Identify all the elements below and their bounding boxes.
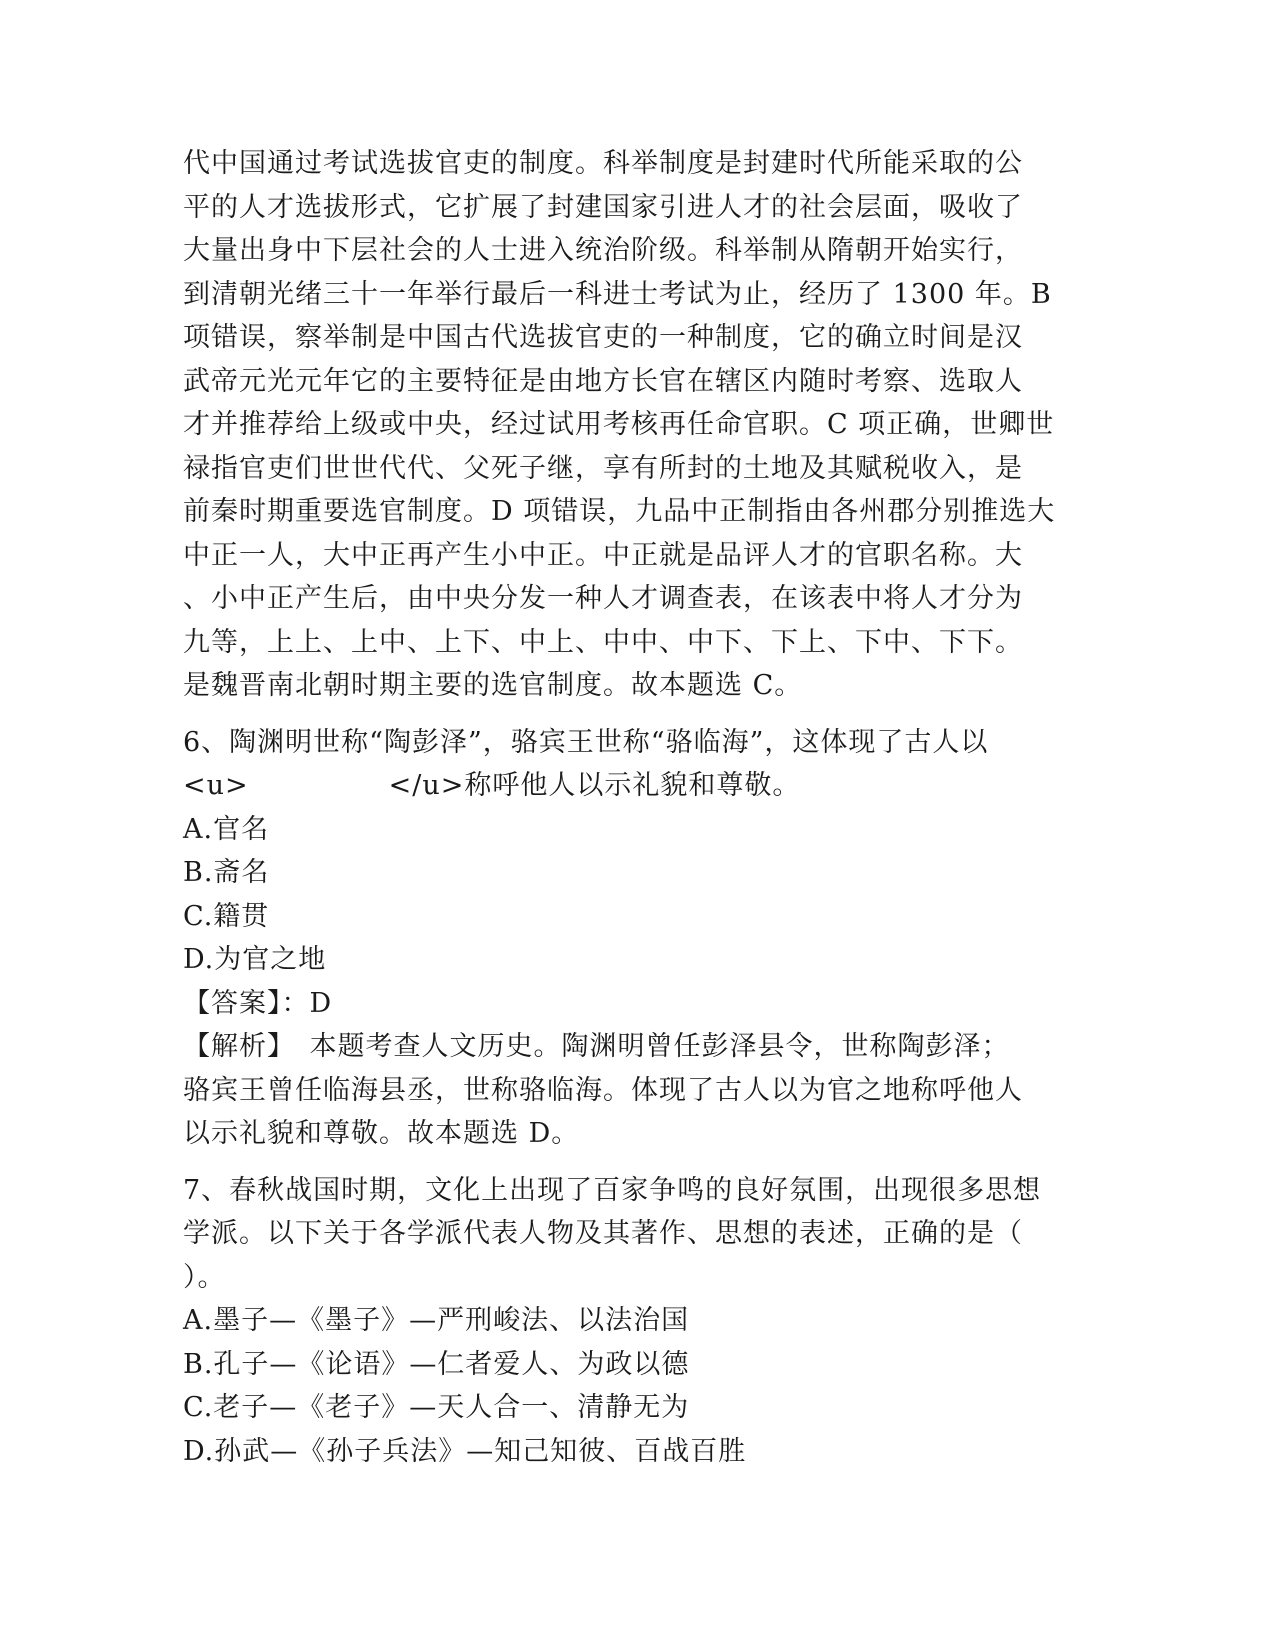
- explanation-line: 到清朝光绪三十一年举行最后一科进士考试为止，经历了 1300 年。B: [183, 278, 1052, 310]
- option-a: A.官名: [183, 813, 270, 845]
- explanation-line: 才并推荐给上级或中央，经过试用考核再任命官职。C 项正确，世卿世: [183, 409, 1055, 440]
- question-stem: <u> </u>称呼他人以示礼貌和尊敬。: [183, 770, 801, 801]
- option-d: D.为官之地: [183, 944, 327, 975]
- explanation-line: 中正一人，大中正再产生小中正。中正就是品评人才的官职名称。大: [183, 539, 1023, 571]
- explanation-line: 平的人才选拔形式，它扩展了封建国家引进人才的社会层面，吸收了: [183, 191, 1023, 223]
- option-c: C.老子—《老子》—天人合一、清静无为: [183, 1392, 690, 1423]
- question-7: [183, 1169, 1083, 1474]
- answer: 【答案】：D: [183, 987, 333, 1019]
- option-d: D.孙武—《孙子兵法》—知己知彼、百战百胜: [183, 1435, 747, 1467]
- explanation-line: 九等，上上、上中、上下、中上、中中、中下、下上、下中、下下。: [183, 626, 1023, 658]
- question-stem: 7、春秋战国时期，文化上出现了百家争鸣的良好氛围，出现很多思想: [183, 1174, 1042, 1206]
- explanation-line: 前秦时期重要选官制度。D 项错误，九品中正制指由各州郡分别推选大: [183, 496, 1056, 527]
- document-page: [183, 142, 1083, 1473]
- question-stem: 学派。以下关于各学派代表人物及其著作、思想的表述，正确的是（: [183, 1218, 1023, 1249]
- explanation-line: 禄指官吏们世世代代、父死子继，享有所封的土地及其赋税收入，是: [183, 452, 1023, 484]
- analysis-line: 【解析】 本题考查人文历史。陶渊明曾任彭泽县令，世称陶彭泽；: [183, 1031, 1010, 1062]
- option-b: B.孔子—《论语》—仁者爱人、为政以德: [183, 1348, 690, 1380]
- explanation-question-5: [183, 142, 1083, 708]
- option-a: A.墨子—《墨子》—严刑峻法、以法治国: [183, 1305, 690, 1336]
- analysis-line: 骆宾王曾任临海县丞，世称骆临海。体现了古人以为官之地称呼他人: [183, 1074, 1023, 1106]
- explanation-line: 武帝元光元年它的主要特征是由地方长官在辖区内随时考察、选取人: [183, 365, 1023, 397]
- option-c: C.籍贯: [183, 900, 270, 932]
- explanation-line: 项错误，察举制是中国古代选拔官吏的一种制度，它的确立时间是汉: [183, 322, 1023, 353]
- question-6: [183, 721, 1083, 1156]
- explanation-line: 、小中正产生后，由中央分发一种人才调查表，在该表中将人才分为: [183, 583, 1023, 614]
- option-b: B.斋名: [183, 857, 270, 888]
- explanation-line: 大量出身中下层社会的人士进入统治阶级。科举制从隋朝开始实行，: [183, 235, 1023, 266]
- question-stem: ）。: [183, 1261, 226, 1293]
- explanation-line: 是魏晋南北朝时期主要的选官制度。故本题选 C。: [183, 670, 803, 701]
- analysis-line: 以示礼貌和尊敬。故本题选 D。: [183, 1118, 580, 1149]
- explanation-line: 代中国通过考试选拔官吏的制度。科举制度是封建时代所能采取的公: [183, 148, 1023, 179]
- question-stem: 6、陶渊明世称“陶彭泽”，骆宾王世称“骆临海”，这体现了古人以: [183, 726, 989, 758]
